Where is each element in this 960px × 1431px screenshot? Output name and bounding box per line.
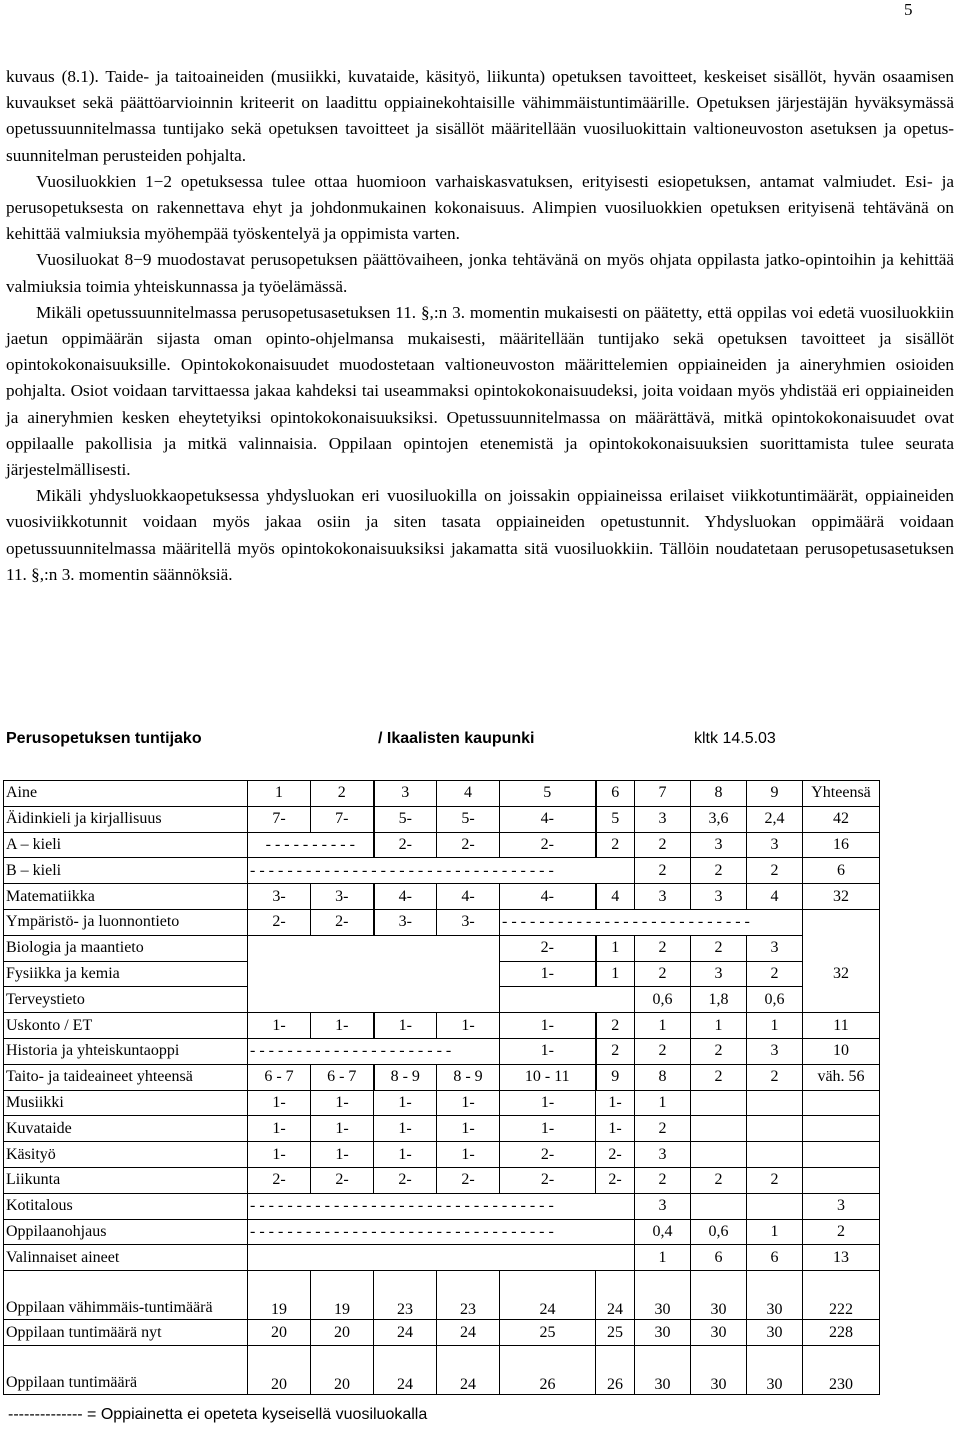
table-cell: 7: [635, 781, 691, 807]
table-cell: 5-: [437, 806, 500, 832]
table-row: [4, 987, 880, 1013]
table-cell: 23: [437, 1271, 500, 1320]
table-cell: 8: [691, 781, 747, 807]
table-cell: 19: [248, 1271, 311, 1320]
table-cell: 1-: [248, 1013, 311, 1039]
table-row: [4, 961, 880, 987]
table-cell: [803, 935, 880, 961]
table-cell: 3: [635, 1142, 691, 1168]
table-cell: Käsityö: [4, 1142, 248, 1168]
table-row: [4, 1193, 880, 1219]
table-cell: [747, 1116, 803, 1142]
table-cell: 1-: [500, 961, 596, 987]
table-cell: 3: [691, 961, 747, 987]
table-cell: 30: [691, 1320, 747, 1346]
table-cell: 1-: [374, 1116, 437, 1142]
table-cell: 8 - 9: [437, 1064, 500, 1090]
table-cell: 1: [747, 1219, 803, 1245]
table-cell: 1-: [500, 1090, 596, 1116]
table-cell: Fysiikka ja kemia: [4, 961, 248, 987]
table-cell-dashes: - - - - - - - - - - - - - - - - - - - - - -: [248, 1038, 500, 1064]
table-cell: 25: [596, 1320, 635, 1346]
table-cell: [248, 1245, 635, 1271]
table-cell: 222: [803, 1271, 880, 1320]
table-row: [4, 1271, 880, 1320]
table-row: [4, 806, 880, 832]
table-cell: 1: [248, 781, 311, 807]
table-cell: 24: [500, 1271, 596, 1320]
table-cell: väh. 56: [803, 1064, 880, 1090]
table-cell: 2: [691, 1167, 747, 1193]
table-cell: 30: [747, 1345, 803, 1394]
table-cell: 30: [635, 1320, 691, 1346]
table-cell: 2: [635, 858, 691, 884]
table-cell: 30: [691, 1345, 747, 1394]
table-cell: 3-: [248, 884, 311, 910]
table-cell: 1: [596, 935, 635, 961]
table-cell: 2-: [437, 832, 500, 858]
table-cell: 4: [747, 884, 803, 910]
table-row: [4, 884, 880, 910]
table-cell: 8: [635, 1064, 691, 1090]
table-cell: 26: [596, 1345, 635, 1394]
table-cell: 0,6: [747, 987, 803, 1013]
table-cell: 2: [635, 961, 691, 987]
table-cell: Taito- ja taideaineet yhteensä: [4, 1064, 248, 1090]
table-cell: 1-: [437, 1013, 500, 1039]
table-cell: 1-: [596, 1090, 635, 1116]
table-cell: 20: [248, 1320, 311, 1346]
table-cell: 10 - 11: [500, 1064, 596, 1090]
table-cell: 2: [596, 832, 635, 858]
table-cell: [803, 987, 880, 1013]
table-cell: 1: [691, 1013, 747, 1039]
table-row: [4, 1090, 880, 1116]
table-cell: 1: [635, 1090, 691, 1116]
table-title-middle: / Ikaalisten kaupunki: [378, 730, 535, 747]
table-cell: 1-: [248, 1142, 311, 1168]
table-cell: 1-: [500, 1038, 596, 1064]
table-cell: A – kieli: [4, 832, 248, 858]
table-cell: 2-: [311, 909, 374, 935]
table-cell: 2-: [437, 1167, 500, 1193]
table-cell-dashes: - - - - - - - - - - - - - - - - - - - - - - - - - - - - - - - - -: [248, 1219, 635, 1245]
table-cell: 30: [635, 1345, 691, 1394]
table-cell: 9: [747, 781, 803, 807]
table-cell: 6 - 7: [311, 1064, 374, 1090]
table-cell: 1: [747, 1013, 803, 1039]
table-row: [4, 1345, 880, 1394]
table-cell: 2-: [500, 1142, 596, 1168]
table-cell: 2-: [248, 1167, 311, 1193]
table-cell: 6: [803, 858, 880, 884]
table-cell: Äidinkieli ja kirjallisuus: [4, 806, 248, 832]
table-cell: [747, 1090, 803, 1116]
table-cell: 2: [747, 1064, 803, 1090]
table-cell: 2-: [500, 832, 596, 858]
table-cell: Oppilaan tuntimäärä: [4, 1345, 248, 1394]
table-cell: Historia ja yhteiskuntaoppi: [4, 1038, 248, 1064]
table-cell: 2: [747, 858, 803, 884]
table-cell: 2: [311, 781, 374, 807]
table-cell: 228: [803, 1320, 880, 1346]
table-cell: 2,4: [747, 806, 803, 832]
table-cell: 1: [596, 961, 635, 987]
table-cell: B – kieli: [4, 858, 248, 884]
table-cell: 10: [803, 1038, 880, 1064]
table-cell: 1-: [248, 1116, 311, 1142]
table-cell: 11: [803, 1013, 880, 1039]
table-cell: [747, 1142, 803, 1168]
table-cell: 5-: [374, 806, 437, 832]
table-cell: 1: [635, 1013, 691, 1039]
table-cell: Oppilaanohjaus: [4, 1219, 248, 1245]
table-cell: 2: [747, 961, 803, 987]
table-title-date: kltk 14.5.03: [694, 730, 776, 747]
table-cell: 2: [691, 1038, 747, 1064]
table-cell: 2: [596, 1038, 635, 1064]
table-cell: Oppilaan vähimmäis-tuntimäärä: [4, 1271, 248, 1320]
table-cell: 1-: [248, 1090, 311, 1116]
table-row: [4, 1320, 880, 1346]
table-cell: 3: [691, 832, 747, 858]
table-cell: 2-: [374, 832, 437, 858]
table-cell: 24: [437, 1345, 500, 1394]
table-cell: 1-: [374, 1013, 437, 1039]
table-cell: 3: [635, 1193, 691, 1219]
table-cell: 1-: [437, 1116, 500, 1142]
table-cell: 0,6: [635, 987, 691, 1013]
table-cell: 3: [374, 781, 437, 807]
table-cell: Aine: [4, 781, 248, 807]
table-cell: 1-: [311, 1013, 374, 1039]
table-cell: 2: [635, 935, 691, 961]
table-cell: [248, 987, 500, 1013]
table-cell: 2: [803, 1219, 880, 1245]
table-cell-dashes: - - - - - - - - - - - - - - - - - - - - - - - - - - - - - - - - -: [248, 858, 635, 884]
table-cell: [691, 1193, 747, 1219]
table-cell: 1-: [500, 1013, 596, 1039]
paragraph: kuvaus (8.1). Taide- ja taitoaineiden (musiikki, kuvataide, käsityö, liikunta) opetuksen tavoitteet, keskeiset sisällöt, hyvän osaamisen kuvaukset sekä päättöarvioinnin kriteerit on laadittu oppiainekohtaisille vähimmäistuntimäärille. Opetuksen järjestäjän hyväksymässä opetussuunnitelmassa tuntijako sekä opetuksen tavoitteet ja sisällöt määritellään vuosiluokittain valtioneuvoston asetuksen ja opetus-suunnitelman perusteiden pohjalta.: [6, 67, 954, 165]
table-row: [4, 1116, 880, 1142]
table-cell: 24: [596, 1271, 635, 1320]
table-cell: [691, 1142, 747, 1168]
table-cell: 1-: [437, 1090, 500, 1116]
table-cell: 19: [311, 1271, 374, 1320]
table-cell: 5: [596, 806, 635, 832]
table-cell: 7-: [311, 806, 374, 832]
table-cell: 7-: [248, 806, 311, 832]
table-cell: 32: [803, 961, 880, 987]
table-cell: 32: [803, 884, 880, 910]
lesson-distribution-table: [3, 780, 880, 1395]
table-title: [6, 730, 956, 752]
table-cell: 20: [311, 1320, 374, 1346]
table-row: [4, 1142, 880, 1168]
table-cell: 1-: [500, 1116, 596, 1142]
table-row: [4, 1013, 880, 1039]
paragraph: Vuosiluokkien 1−2 opetuksessa tulee ottaa huomioon varhaiskasvatuksen, erityisesti esiopetuksen, antamat valmiudet. Esi- ja perusopetuksesta on rakennettava ehyt ja johdonmukainen kokonaisuus. Alimpien vuosiluokkien opetuksen erityisenä tehtävänä on kehittää valmiuksia myöhempää työskentelyä ja oppimista varten.: [6, 171, 954, 244]
table-cell: [803, 1090, 880, 1116]
table-cell: 4-: [500, 884, 596, 910]
table-cell: [803, 1142, 880, 1168]
table-cell: 8 - 9: [374, 1064, 437, 1090]
table-cell: 4: [437, 781, 500, 807]
table-cell: 3-: [311, 884, 374, 910]
table-cell: 1-: [374, 1142, 437, 1168]
table-cell: [747, 1193, 803, 1219]
table-cell: Biologia ja maantieto: [4, 935, 248, 961]
table-cell: Matematiikka: [4, 884, 248, 910]
table-cell: 2-: [311, 1167, 374, 1193]
table-cell: Kotitalous: [4, 1193, 248, 1219]
table-cell: 3-: [374, 909, 437, 935]
table-cell: [691, 1116, 747, 1142]
table-cell: 42: [803, 806, 880, 832]
table-cell-dashes: - - - - - - - - - -: [248, 832, 374, 858]
table-cell: 4: [596, 884, 635, 910]
table-cell: 20: [311, 1345, 374, 1394]
table-cell: 2-: [596, 1167, 635, 1193]
table-cell: 4-: [437, 884, 500, 910]
table-cell: 24: [374, 1320, 437, 1346]
table-cell: [803, 909, 880, 935]
table-cell: 2: [691, 1064, 747, 1090]
table-cell: 2: [691, 858, 747, 884]
table-cell: Terveystieto: [4, 987, 248, 1013]
table-cell: 2: [596, 1013, 635, 1039]
table-cell: 2-: [500, 935, 596, 961]
table-cell: Liikunta: [4, 1167, 248, 1193]
table-cell: 3: [803, 1193, 880, 1219]
table-row: [4, 858, 880, 884]
table-cell: 2: [747, 1167, 803, 1193]
table-cell: 3: [635, 806, 691, 832]
table-cell: 4-: [500, 806, 596, 832]
table-cell: 3: [747, 1038, 803, 1064]
table-cell: 3: [635, 884, 691, 910]
table-cell-dashes: - - - - - - - - - - - - - - - - - - - - - - - - - - - - - - - - -: [248, 1193, 635, 1219]
table-cell: 2: [635, 832, 691, 858]
table-cell: 13: [803, 1245, 880, 1271]
table-cell: Ympäristö- ja luonnontieto: [4, 909, 248, 935]
table-cell: 30: [747, 1271, 803, 1320]
table-cell: 2-: [248, 909, 311, 935]
table-cell: 9: [596, 1064, 635, 1090]
table-header-row: [4, 781, 880, 807]
table-cell: 4-: [374, 884, 437, 910]
table-cell: 3,6: [691, 806, 747, 832]
paragraph: Vuosiluokat 8−9 muodostavat perusopetuksen päättövaiheen, jonka tehtävänä on myös ohjata oppilasta jatko-opintoihin ja kehittää valmiuksia toimia yhteiskunnassa ja työelämässä.: [6, 250, 954, 296]
table-row: [4, 935, 880, 961]
table-cell: 6: [691, 1245, 747, 1271]
table-cell: Oppilaan tuntimäärä nyt: [4, 1320, 248, 1346]
table-cell: 1,8: [691, 987, 747, 1013]
table-cell: [248, 935, 500, 961]
table-cell: 1: [635, 1245, 691, 1271]
table-cell: [248, 961, 500, 987]
table-cell: Musiikki: [4, 1090, 248, 1116]
table-cell: [803, 1116, 880, 1142]
table-title-left: Perusopetuksen tuntijako: [6, 730, 202, 747]
table-cell: 30: [747, 1320, 803, 1346]
table-cell: 3-: [437, 909, 500, 935]
table-cell: 1-: [596, 1116, 635, 1142]
table-cell: 3: [747, 935, 803, 961]
table-cell: Uskonto / ET: [4, 1013, 248, 1039]
table-row: [4, 1245, 880, 1271]
table-cell: 6 - 7: [248, 1064, 311, 1090]
table-cell: 5: [500, 781, 596, 807]
table-cell: 2: [691, 935, 747, 961]
table-cell: 26: [500, 1345, 596, 1394]
paragraph: Mikäli opetussuunnitelmassa perusopetusasetuksen 11. §,:n 3. momentin mukaisesti on päätetty, että oppilas voi edetä vuosiluokkiin jaetun oppimäärän sijasta oman opinto-ohjelmansa mukaisesti, määritellään tuntijako sekä opetuksen tavoitteet ja sisällöt opintokokonaisuuksille. Opintokokonaisuudet muodostetaan valtioneuvoston määrittelemien oppiaineiden ja aineryhmien osioiden pohjalta. Osiot voidaan tarvittaessa jakaa kahdeksi tai useammaksi opintokokonaisuudeksi, joita voidaan myös yhdistää eri oppiaineiden ja aineryhmien kesken eheytetyiksi opintokokonaisuuksiksi. Opetussuunnitelmassa on määrättävä, mitkä opintokokonaisuudet ovat oppilaalle pakollisia ja mitkä valinnaisia. Oppilaan opintojen etenemistä ja opintokokonaisuuksien suorittamista tulee seurata järjestelmällisesti.: [6, 302, 954, 480]
table-cell: Kuvataide: [4, 1116, 248, 1142]
table-cell: [691, 1090, 747, 1116]
table-cell: [803, 1167, 880, 1193]
table-cell: 3: [691, 884, 747, 910]
table-row: [4, 1219, 880, 1245]
table-cell: 24: [374, 1345, 437, 1394]
table-legend: -------------- = Oppiainetta ei opeteta kyseisellä vuosiluokalla: [8, 1406, 428, 1423]
table-row: [4, 832, 880, 858]
table-cell: 230: [803, 1345, 880, 1394]
table-cell: 30: [635, 1271, 691, 1320]
table-cell: 2: [635, 1116, 691, 1142]
table-cell: [500, 987, 635, 1013]
table-row: [4, 909, 880, 935]
table-cell: 0,6: [691, 1219, 747, 1245]
table-cell: 2-: [374, 1167, 437, 1193]
table-cell: 2: [635, 1038, 691, 1064]
page-number: 5: [904, 0, 913, 19]
table-cell: 20: [248, 1345, 311, 1394]
table-cell: Valinnaiset aineet: [4, 1245, 248, 1271]
body-text: [6, 64, 954, 588]
table-cell: 16: [803, 832, 880, 858]
table-cell: 1-: [374, 1090, 437, 1116]
table-cell-dashes: - - - - - - - - - - - - - - - - - - - - - - - - - - -: [500, 909, 803, 935]
table-cell: 30: [691, 1271, 747, 1320]
table-cell: 1-: [311, 1090, 374, 1116]
table-cell: 3: [747, 832, 803, 858]
table-row: [4, 1064, 880, 1090]
table-cell: 2-: [596, 1142, 635, 1168]
table-cell: 6: [596, 781, 635, 807]
table-cell: Yhteensä: [803, 781, 880, 807]
table-cell: 24: [437, 1320, 500, 1346]
table-cell: 2: [635, 1167, 691, 1193]
paragraph: Mikäli yhdysluokkaopetuksessa yhdysluokan eri vuosiluokilla on joissakin oppiaineissa erilaiset viikkotuntimäärät, oppiaineiden vuosiviikkotunnit voidaan myös jakaa osiin ja siten tasata oppiaineiden opetustunnit. Yhdysluokan oppimäärä voidaan opetussuunnitelmassa määritellä myös opintokokonaisuuksiksi jakamatta sitä vuosiluokkiin. Tällöin noudatetaan perusopetusasetuksen 11. §,:n 3. momentin säännöksiä.: [6, 486, 954, 584]
table-row: [4, 1038, 880, 1064]
table-cell: 25: [500, 1320, 596, 1346]
table-cell: 6: [747, 1245, 803, 1271]
table-cell: 23: [374, 1271, 437, 1320]
table-cell: 1-: [437, 1142, 500, 1168]
table-cell: 1-: [311, 1142, 374, 1168]
table-cell: 2-: [500, 1167, 596, 1193]
table-cell: 0,4: [635, 1219, 691, 1245]
table-row: [4, 1167, 880, 1193]
table-cell: 1-: [311, 1116, 374, 1142]
